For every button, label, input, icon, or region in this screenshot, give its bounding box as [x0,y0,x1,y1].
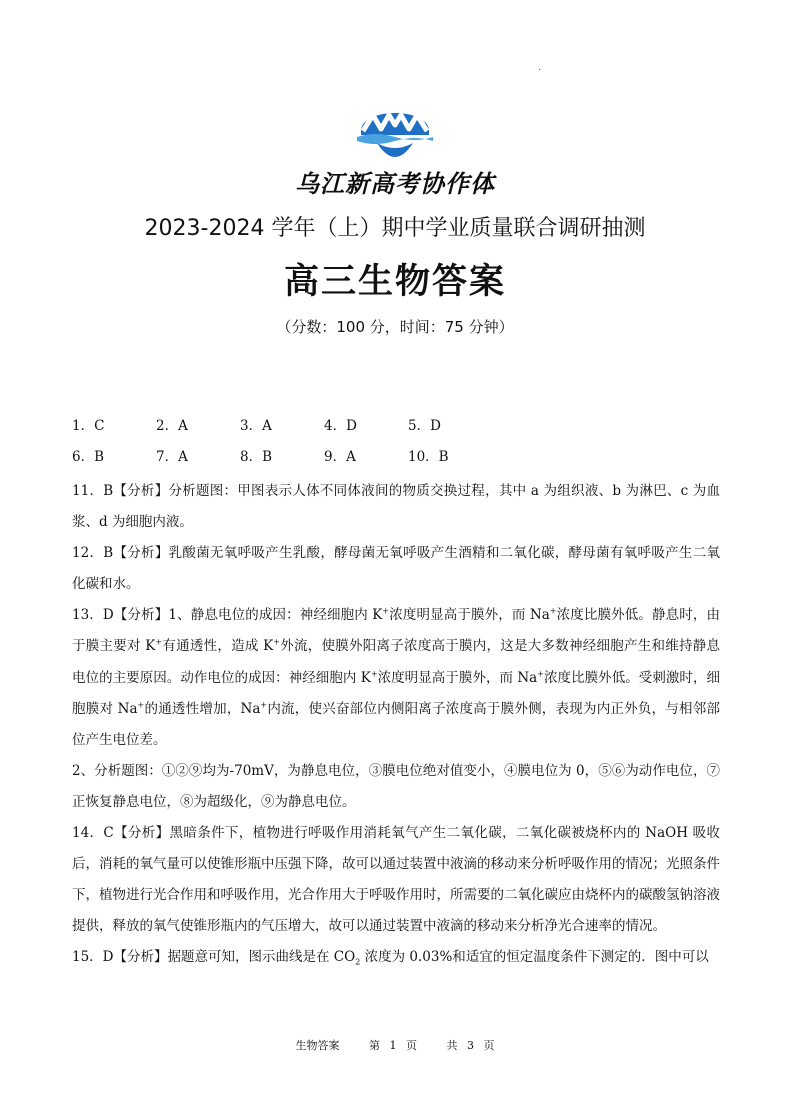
mc-answer: 3．A [240,418,272,434]
mc-answer: 9．A [324,449,356,465]
footer-page-number: 第 1 页 [369,1039,417,1052]
answer-13-part-1: 13．D【分析】1、静息电位的成因：神经细胞内 K+浓度明显高于膜外，而 Na+浓度比膜外低。静息时，由于膜主要对 K+有通透性，造成 K+外流，使膜外阳离子浓度高于膜内，这是大多数神经细胞产生和维持静息电位的主要原因。动作电位的成因：神经细胞内 K+浓度明显高于膜外，而 Na+浓度比膜外低。受刺激时，细胞膜对 Na+的通透性增加，Na+内流，使兴奋部位内侧阳离子浓度高于膜外侧，表现为内正外负，与相邻部位产生电位差。 [72,606,721,748]
mc-answer: 6．B [72,449,105,465]
mc-answer: 5．D [408,418,441,434]
exam-title: 2023-2024 学年（上）期中学业质量联合调研抽测 [144,216,646,241]
document-title: 高三生物答案 [283,262,506,302]
answer-13-part-2: 2、分析题图：①②⑨均为-70mV，为静息电位，③膜电位绝对值变小，④膜电位为 0，⑤⑥为动作电位，⑦正恢复静息电位，⑧为超级化，⑨为静息电位。 [72,762,720,810]
answer-12: 12．B【分析】乳酸菌无氧呼吸产生乳酸，酵母菌无氧呼吸产生酒精和二氧化碳，酵母菌有氧呼吸产生二氧化碳和水。 [72,545,720,593]
stray-dot: . [538,62,542,73]
mc-answer: 7．A [156,449,188,465]
answer-14: 14．C【分析】黑暗条件下，植物进行呼吸作用消耗氧气产生二氧化碳，二氧化碳被烧杯内的 NaOH 吸收后，消耗的氧气量可以使锥形瓶中压强下降，故可以通过装置中液滴的移动来分析呼吸作用的情况；光照条件下，植物进行光合作用和呼吸作用，光合作用大于呼吸作用时，所需要的二氧化碳应由烧杯内的碳酸氢钠溶液提供，释放的氧气使锥形瓶内的气压增大，故可以通过装置中液滴的移动来分析净光合速率的情况。 [72,825,720,935]
footer-subject: 生物答案 [295,1039,340,1052]
footer-total-pages: 共 3 页 [446,1039,495,1052]
mc-answer: 4．D [324,418,357,434]
exam-meta: （分数：100 分，时间：75 分钟） [276,318,514,336]
answer-explanations [72,476,720,974]
organization-name: 乌江新高考协作体 [295,170,495,198]
organization-logo [355,101,435,163]
answer-15: 15．D【分析】据题意可知，图示曲线是在 $CO_2$ 浓度为 0.03%和适宜的恒定温度条件下测定的．图中可以 [72,949,709,968]
page-footer [0,1037,790,1053]
mc-answer: 2．A [156,418,188,434]
mc-answer: 1．C [72,418,105,434]
mc-answer: 10．B [408,449,449,465]
mc-answer: 8．B [240,449,273,465]
answer-11: 11．B【分析】分析题图：甲图表示人体不同体液间的物质交换过程，其中 a 为组织液、b 为淋巴、c 为血浆、d 为细胞内液。 [72,483,720,531]
